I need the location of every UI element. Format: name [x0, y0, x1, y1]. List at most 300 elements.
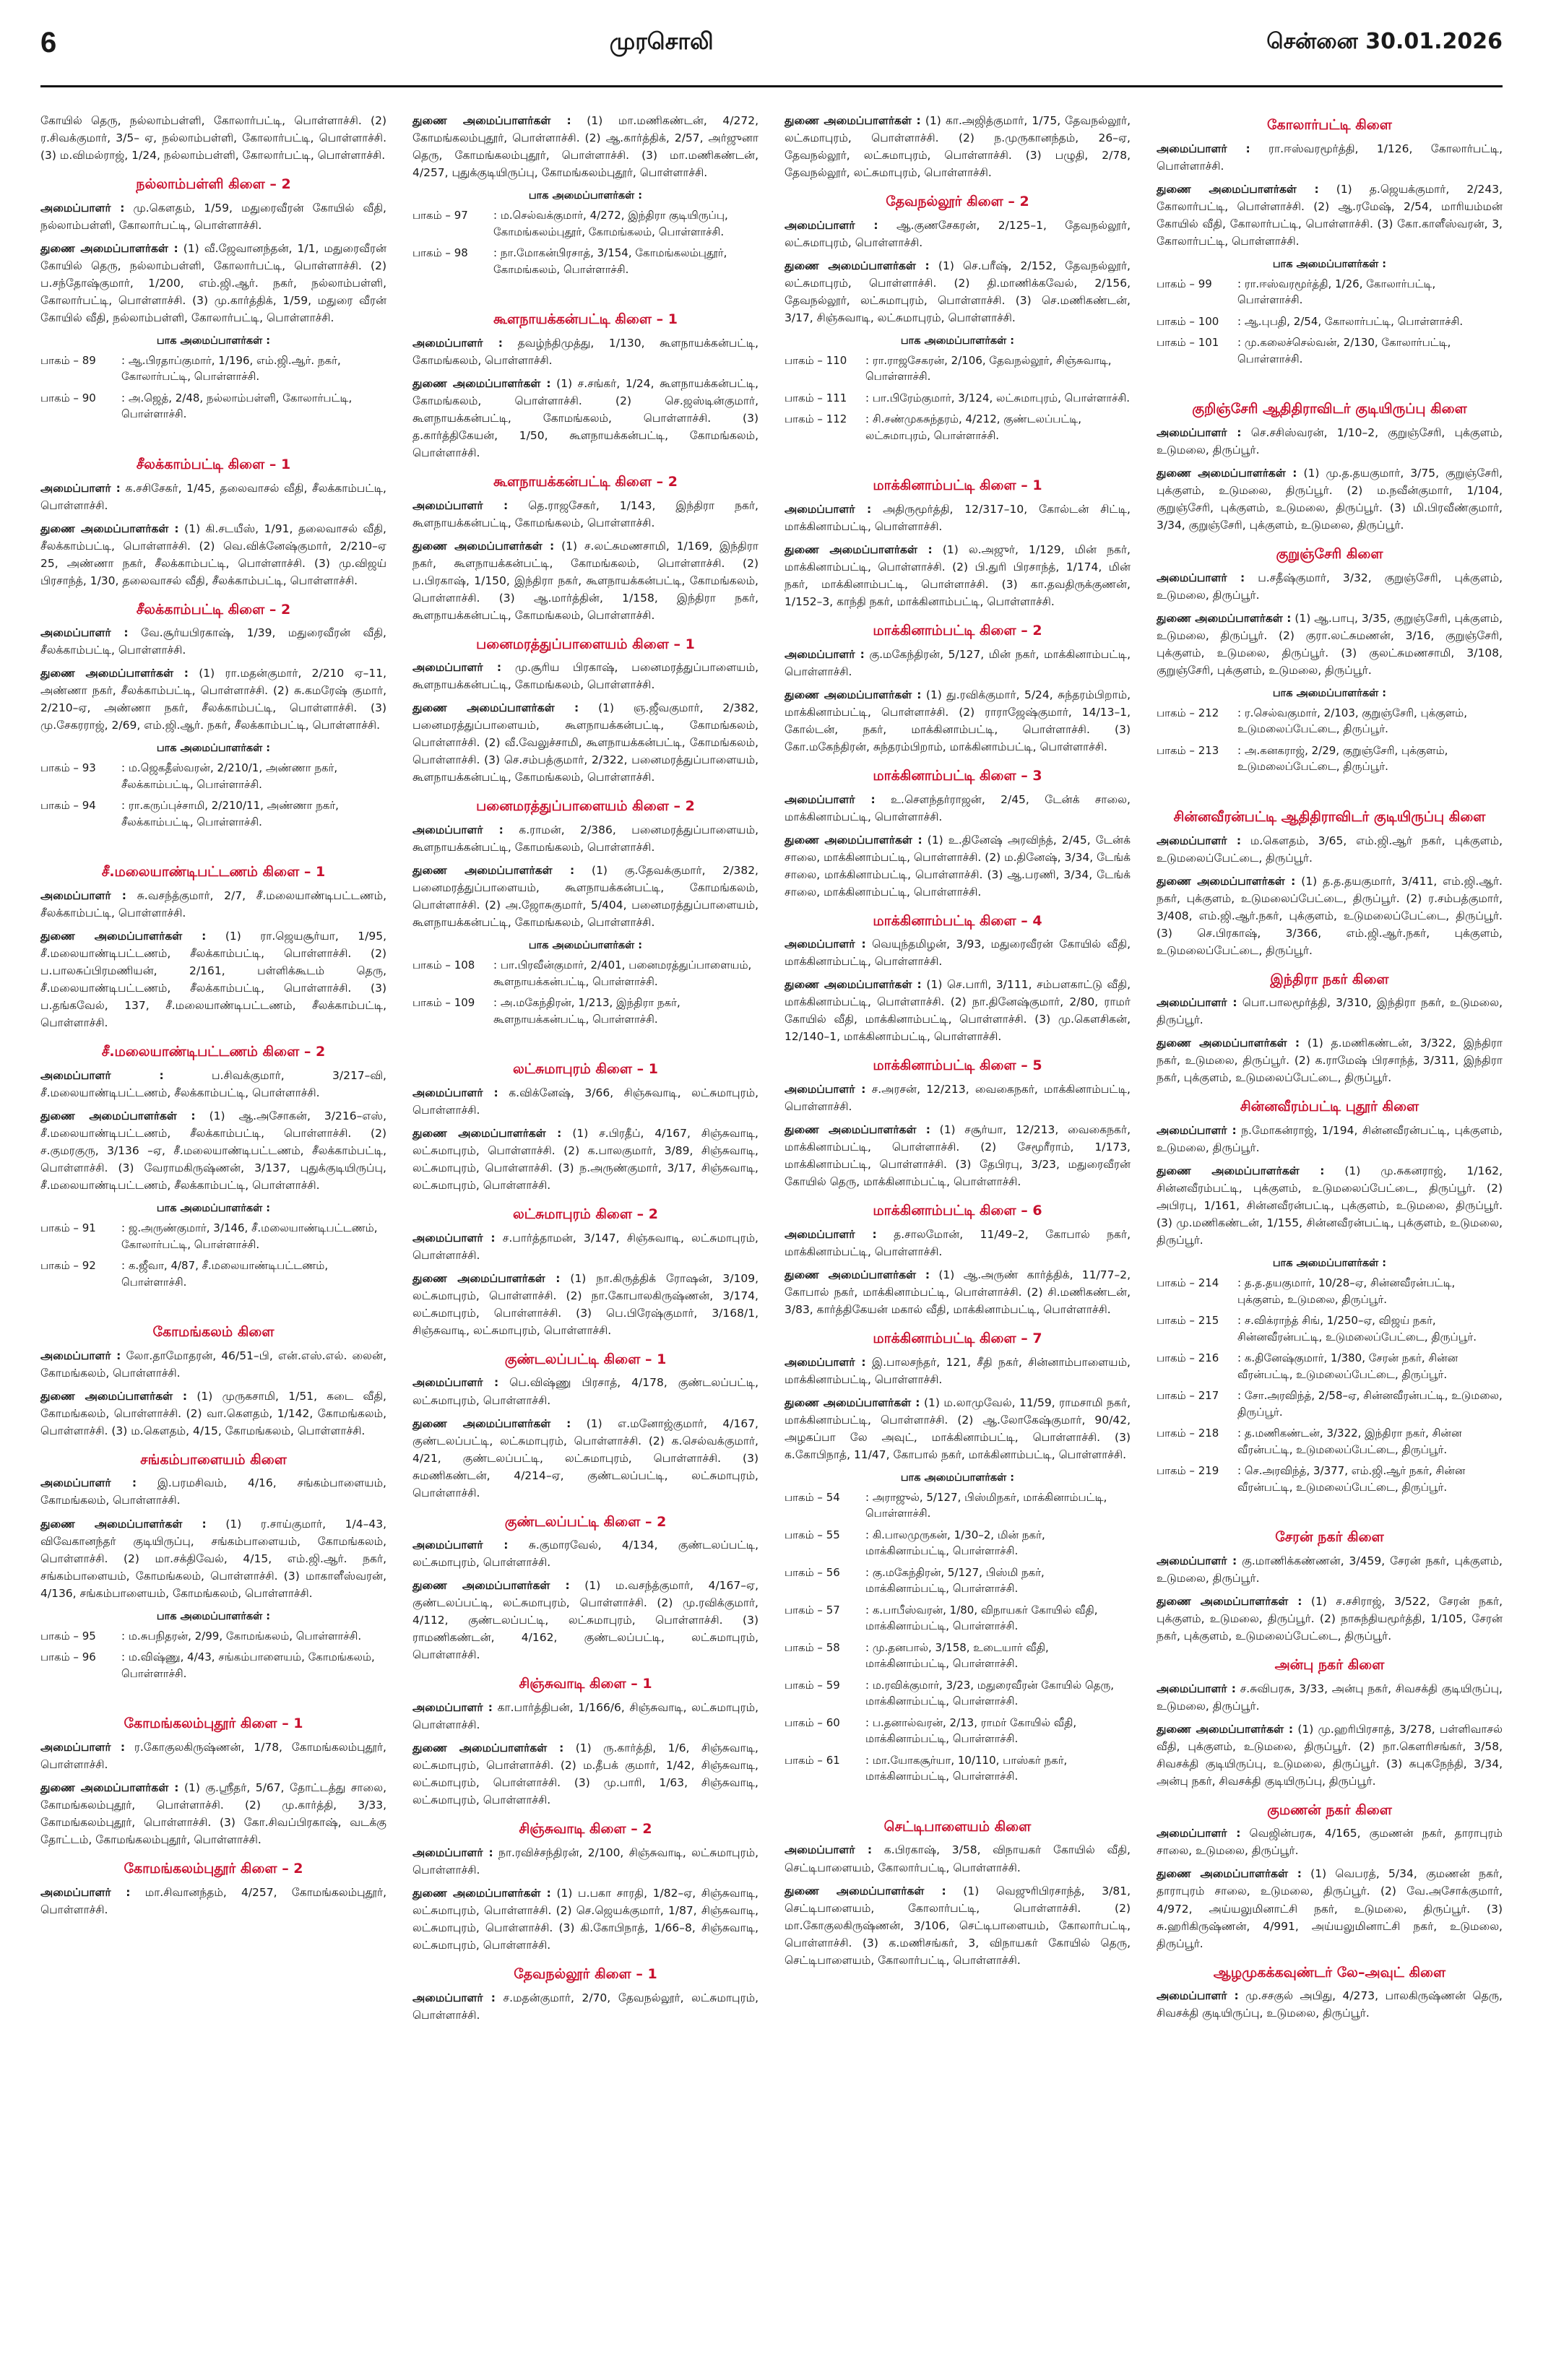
role-label: அமைப்பாளர் :	[1157, 1682, 1236, 1695]
booth-subheading: பாக அமைப்பாளர்கள் :	[1272, 1258, 1387, 1270]
entry-text: (1) கா.அஜித்குமார், 1/75, தேவநல்லூர், லட்சுமாபுரம், பொள்ளாச்சி. (2) ந.முருகானந்தம், 26–ஏ, தேவநல்லூர், லட்சுமாபுரம், பொள்ளாச்சி. (3) பழுதி, 2/78, தேவநல்லூர், லட்சுமாபுரம், பொள்ளாச்சி.	[785, 114, 1131, 180]
role-label: அமைப்பாளர் :	[1157, 571, 1245, 584]
organiser-entry	[785, 1841, 1131, 1876]
role-label: துணை அமைப்பாளர்கள் :	[412, 864, 575, 878]
role-label: துணை அமைப்பாளர்கள் :	[785, 833, 922, 847]
entry-text: க.பிரகாஷ், 3/58, விநாயகர் கோயில் வீதி, செட்டிபாளையம், கோலார்பட்டி, பொள்ளாச்சி.	[785, 1843, 1131, 1874]
organiser-entry	[1157, 569, 1503, 604]
entry-text: (1) உ.தினேஷ் அரவிந்த், 2/45, டேன்க் சாலை, மாக்கினாம்பட்டி, பொள்ளாச்சி. (2) ம.தினேஷ், 3/34, டேங்க் சாலை, மாக்கினாம்பட்டி, பொள்ளாச்சி. (3) ஆ.பரணி, 3/34, டேங்க் சாலை, மாக்கினாம்பட்டி, பொள்ளாச்சி.	[785, 833, 1131, 899]
role-label: அமைப்பாளர் :	[412, 1701, 493, 1715]
booth-organiser: : ஆ.புபதி, 2/54, கோலார்பட்டி, பொள்ளாச்சி.	[1237, 314, 1464, 328]
entry-text: (1) வெஜுரிபிரசாந்த், 3/81, செட்டிபாளையம், கோலார்பட்டி, பொள்ளாச்சி. (2) மா.கோகுலகிருஷ்ணன், 3/106, செட்டிபாளையம், கோலார்பட்டி, பொள்ளாச்சி. (3) க.மணிசங்கர், 3, விநாயகர் கோயில் தெரு, செட்டிபாளையம், கோலார்பட்டி, பொள்ளாச்சி.	[785, 1884, 1131, 1967]
booth-number: பாகம் – 56	[785, 1565, 840, 1579]
booth-organiser: : ம.சுபநிதரன், 2/99, கோமங்கலம், பொள்ளாச்சி.	[121, 1629, 362, 1643]
booth-entry	[1157, 334, 1503, 367]
organiser-entry	[785, 1226, 1131, 1260]
role-label: அமைப்பாளர் :	[412, 336, 503, 350]
organiser-entry	[785, 217, 1131, 251]
booth-number: பாகம் – 61	[785, 1753, 840, 1767]
entry-text: (1) ரா.ஜெயசூர்யா, 1/95, சீ.மலையாண்டிபட்டணம், சீலக்காம்பட்டி, பொள்ளாச்சி. (2) ப.பாலசுப்பிரமணியன், 2/161, பள்ளிக்கூடம் தெரு, சீ.மலையாண்டிபட்டணம், சீலக்காம்பட்டி, பொள்ளாச்சி. (3) ப.தங்கவேல், 137, சீ.மலையாண்டிபட்டணம், சீலக்காம்பட்டி, பொள்ளாச்சி.	[40, 930, 386, 1030]
organiser-entry	[412, 375, 758, 462]
organiser-entry	[785, 1394, 1131, 1463]
role-label: துணை அமைப்பாளர்கள் :	[40, 1780, 179, 1794]
booth-subheading: பாக அமைப்பாளர்கள் :	[528, 190, 643, 202]
organiser-entry	[1157, 1122, 1503, 1156]
entry-text: நா.ரவிச்சந்திரன், 2/100, சிஞ்சுவாடி, லட்சுமாபுரம், பொள்ளாச்சி.	[412, 1845, 758, 1877]
entry-text: மா.சிவானந்தம், 4/257, கோமங்கலம்புதூர், பொள்ளாச்சி.	[40, 1885, 386, 1916]
booth-subheading: பாக அமைப்பாளர்கள் :	[1272, 258, 1387, 270]
entry-text: (1) மு.சுகனராஜ், 1/162, சின்னவீரம்பட்டி, புக்குளம், உடுமலைப்பேட்டை, திருப்பூர். (2) அபிரபு, 1/161, சின்னவீரன்பட்டி, புக்குளம், உடுமலை, திருப்பூர். (3) மு.மணிகண்டன், 1/155, சின்னவீரன்பட்டி, புக்குளம், உடுமலை, திருப்பூர்.	[1157, 1164, 1503, 1247]
entry-text: ச.சுவிபரசு, 3/33, அன்பு நகர், சிவசக்தி குடியிருப்பு, உடுமலை, திருப்பூர்.	[1157, 1682, 1503, 1713]
booth-organiser: : பா.பிரவீன்குமார், 2/401, பனைமரத்துப்பாளையம், கூளநாயக்கன்பட்டி, பொள்ளாச்சி.	[493, 959, 752, 988]
role-label: அமைப்பாளர் :	[412, 823, 503, 837]
organiser-entry	[412, 659, 758, 693]
organiser-entry	[412, 334, 758, 369]
entry-text: த.சாலமோன், 11/49–2, கோபால் நகர், மாக்கினாம்பட்டி, பொள்ளாச்சி.	[785, 1227, 1131, 1258]
organiser-entry	[785, 1121, 1131, 1190]
role-label: துணை அமைப்பாளர்கள் :	[785, 688, 922, 701]
branch-heading: மாக்கினாம்பட்டி கிளை – 5	[873, 1057, 1042, 1074]
booth-entry	[785, 1489, 1131, 1522]
organiser-entry	[1157, 181, 1503, 250]
entry-text: (1) ரு.கார்த்தி, 1/6, சிஞ்சுவாடி, லட்சுமாபுரம், பொள்ளாச்சி. (2) ம.தீபக் குமார், 1/42, சிஞ்சுவாடி, லட்சுமாபுரம், பொள்ளாச்சி. (3) மு.பாரி, 1/63, சிஞ்சுவாடி, லட்சுமாபுரம், பொள்ளாச்சி.	[412, 1741, 758, 1807]
booth-organiser: : கி.பாலமுருகன், 1/30–2, மின் நகர், மாக்கினாம்பட்டி, பொள்ளாச்சி.	[865, 1528, 1045, 1558]
booth-organiser: : ரா.கருப்புச்சாமி, 2/210/11, அண்ணா நகர், சீலக்காம்பட்டி, பொள்ளாச்சி.	[121, 799, 339, 828]
role-label: அமைப்பாளர் :	[1157, 996, 1237, 1010]
booth-organiser: : ப.தனால்வரன், 2/13, ராமர் கோயில் வீதி, மாக்கினாம்பட்டி, பொள்ளாச்சி.	[865, 1715, 1077, 1746]
organiser-entry	[1157, 1552, 1503, 1587]
branch-heading: மாக்கினாம்பட்டி கிளை – 7	[873, 1330, 1042, 1347]
role-label: துணை அமைப்பாளர்கள் :	[412, 376, 551, 390]
organiser-entry	[40, 1779, 386, 1848]
branch-heading: அன்பு நகர் கிளை	[1274, 1656, 1385, 1673]
organiser-entry	[785, 501, 1131, 535]
booth-entry	[40, 1220, 386, 1252]
role-label: துணை அமைப்பாளர்கள் :	[40, 1517, 207, 1531]
booth-entry	[785, 1677, 1131, 1710]
entry-text: க.சசிசேகர், 1/45, தலைவாசல் வீதி, சீலக்காம்பட்டி, பொள்ளாச்சி.	[40, 481, 386, 512]
booth-entry	[40, 1649, 386, 1682]
branch-heading: செட்டிபாளையம் கிளை	[883, 1818, 1032, 1835]
branch-heading: சீலக்காம்பட்டி கிளை – 2	[136, 601, 291, 618]
entry-text: உ.சௌந்தர்ராஜன், 2/45, டேன்க் சாலை, மாக்கினாம்பட்டி, பொள்ளாச்சி.	[785, 792, 1131, 823]
role-label: துணை அமைப்பாளர்கள் :	[412, 1416, 571, 1430]
role-label: அமைப்பாளர் :	[785, 1843, 873, 1857]
entry-text: (1) மா.மணிகண்டன், 4/272, கோமங்கலம்புதூர், பொள்ளாச்சி. (2) ஆ.கார்த்திக், 2/57, அர்ஜுனா தெரு, கோமங்கலம்புதூர், பொள்ளாச்சி. (3) மா.மணிகண்டன், 4/257, புதுக்குடியிருப்பு, கோமங்கலம்புதூர், பொள்ளாச்சி.	[412, 114, 758, 180]
organiser-entry	[785, 831, 1131, 901]
booth-number: பாகம் – 58	[785, 1640, 840, 1654]
booth-organiser: : அ.கனகராஜ், 2/29, குறுஞ்சேரி, புக்குளம், உடுமலைப்பேட்டை, திருப்பூர்.	[1237, 743, 1448, 774]
role-label: அமைப்பாளர் :	[785, 647, 865, 661]
organiser-entry	[785, 1354, 1131, 1388]
text-paragraph	[40, 112, 386, 164]
booth-organiser: : ம.ரவிக்குமார், 3/23, மதுரைவீரன் கோயில் தெரு, மாக்கினாம்பட்டி, பொள்ளாச்சி.	[865, 1678, 1115, 1708]
booth-entry	[785, 1602, 1131, 1635]
entry-text: ச.அரசன், 12/213, வைகைநகர், மாக்கினாம்பட்டி, பொள்ளாச்சி.	[785, 1083, 1131, 1114]
branch-heading: பனைமரத்துப்பாளையம் கிளை – 1	[476, 636, 695, 652]
role-label: அமைப்பாளர் :	[785, 1083, 866, 1096]
booth-entry	[785, 411, 1131, 443]
role-label: துணை அமைப்பாளர்கள் :	[40, 930, 207, 943]
role-label: அமைப்பாளர் :	[40, 1349, 121, 1362]
role-label: அமைப்பாளர் :	[1157, 1827, 1241, 1840]
entry-text: (1) கு.தேவக்குமார், 2/382, பனைமரத்துப்பாளையம், கூளநாயக்கன்பட்டி, கோமங்கலம், பொள்ளாச்சி. (2) அ.ஜோசுகுமார், 5/404, பனைமரத்துப்பாளையம், கூளநாயக்கன்பட்டி, கோமங்கலம், பொள்ளாச்சி.	[412, 864, 758, 930]
booth-subheading: பாக அமைப்பாளர்கள் :	[900, 1471, 1015, 1484]
branch-heading: பனைமரத்துப்பாளையம் கிளை – 2	[476, 798, 695, 815]
booth-entry	[412, 245, 758, 277]
organiser-entry	[40, 887, 386, 922]
booth-organiser: : த.மணிகண்டன், 3/322, இந்திரா நகர், சின்ன வீரன்பட்டி, உடுமலைப்பேட்டை, திருப்பூர்.	[1237, 1427, 1462, 1456]
booth-number: பாகம் – 216	[1157, 1351, 1219, 1365]
booth-organiser: : பா.பிரேம்குமார், 3/124, லட்சுமாபுரம், பொள்ளாச்சி.	[865, 391, 1131, 404]
branch-heading: சின்னவீரன்பட்டி ஆதிதிராவிடர் குடியிருப்பு கிளை	[1173, 808, 1486, 825]
booth-number: பாகம் – 219	[1157, 1464, 1219, 1478]
entry-text: அதிருமூர்த்தி, 12/317–10, கோல்டன் சிட்டி, மாக்கினாம்பட்டி, பொள்ளாச்சி.	[785, 503, 1131, 534]
organiser-entry	[785, 1266, 1131, 1318]
booth-subheading: பாக அமைப்பாளர்கள் :	[900, 334, 1015, 347]
booth-entry	[1157, 1425, 1503, 1458]
role-label: அமைப்பாளர் :	[412, 1991, 496, 2004]
branch-heading: குமணன் நகர் கிளை	[1267, 1801, 1392, 1818]
entry-text: செ.சசிஸ்வரன், 1/10–2, குறுஞ்சேரி, புக்குளம், உடுமலை, திருப்பூர்.	[1157, 425, 1503, 456]
entry-text: (1) ஞ.ஜீவகுமார், 2/382, பனைமரத்துப்பாளையம், கூளநாயக்கன்பட்டி, கோமங்கலம், பொள்ளாச்சி. (2) வீ.வேலுச்சாமி, கூளநாயக்கன்பட்டி, கோமங்கலம், பொள்ளாச்சி. (3) செ.சம்பத்குமார், 2/322, பனைமரத்துப்பாளையம், கூளநாயக்கன்பட்டி, கோமங்கலம், பொள்ளாச்சி.	[412, 701, 758, 784]
entry-text: (1) எ.மனோஜ்குமார், 4/167, குண்டலப்பட்டி, லட்சுமாபுரம், பொள்ளாச்சி. (2) க.செல்வக்குமார், 4/21, குண்டலப்பட்டி, லட்சுமாபுரம், பொள்ளாச்சி. (3) சுமணிகண்டன், 4/214–ஏ, குண்டலப்பட்டி, லட்சுமாபுரம், பொள்ளாச்சி.	[412, 1416, 758, 1500]
booth-organiser: : ஜ.அருண்குமார், 3/146, சீ.மலையாண்டிபட்டணம், கோலார்பட்டி, பொள்ளாச்சி.	[121, 1221, 378, 1251]
organiser-entry	[412, 699, 758, 786]
organiser-entry	[40, 199, 386, 234]
organiser-entry	[785, 112, 1131, 181]
branch-heading: சேரன் நகர் கிளை	[1275, 1529, 1384, 1546]
entry-text: கோயில் தெரு, நல்லாம்பள்ளி, கோலார்பட்டி, பொள்ளாச்சி. (2) ர.சிவக்குமார், 3/5– ஏ, நல்லாம்பள்ளி, கோலார்பட்டி, பொள்ளாச்சி. (3) ம.விமல்ராஜ், 1/24, நல்லாம்பள்ளி, கோலார்பட்டி, பொள்ளாச்சி.	[40, 114, 386, 163]
entry-text: (1) ஆ.அருண் கார்த்திக், 11/77–2, கோபால் நகர், மாக்கினாம்பட்டி, பொள்ளாச்சி. (2) சி.மணிகண்டன், 3/83, கார்த்திகேயன் மகால் வீதி, மாக்கினாம்பட்டி, பொள்ளாச்சி.	[785, 1268, 1131, 1316]
entry-text: வெயுந்தமிழன், 3/93, மதுரைவீரன் கோயில் வீதி, மாக்கினாம்பட்டி, பொள்ளாச்சி.	[785, 938, 1131, 969]
entry-text: ச.மதன்குமார், 2/70, தேவநல்லூர், லட்சுமாபுரம், பொள்ளாச்சி.	[412, 1991, 758, 2022]
entry-text: ர.கோகுலகிருஷ்ணன், 1/78, கோமங்கலம்புதூர், பொள்ளாச்சி.	[40, 1740, 386, 1771]
article-columns	[40, 87, 1503, 2030]
booth-number: பாகம் – 54	[785, 1490, 840, 1504]
booth-number: பாகம் – 110	[785, 353, 847, 367]
role-label: அமைப்பாளர் :	[1157, 1554, 1237, 1567]
booth-entry	[785, 1715, 1131, 1747]
entry-text: (1) த.மணிகண்டன், 3/322, இந்திரா நகர், உடுமலை, திருப்பூர். (2) க.ராமேஷ் பிரசாந்த், 3/311, இந்திரா நகர், புக்குளம், உடுமலைப்பேட்டை, திருப்பூர்.	[1157, 1037, 1503, 1085]
role-label: துணை அமைப்பாளர்கள் :	[1157, 1722, 1294, 1736]
column-3	[785, 112, 1131, 2030]
role-label: துணை அமைப்பாளர்கள் :	[785, 978, 922, 992]
entry-text: மு.கௌதம், 1/59, மதுரைவீரன் கோயில் வீதி, நல்லாம்பள்ளி, கோலார்பட்டி, பொள்ளாச்சி.	[40, 201, 386, 232]
organiser-entry	[412, 1739, 758, 1809]
booth-organiser: : ம.ஜெகதீஸ்வரன், 2/210/1, அண்ணா நகர், சீலக்காம்பட்டி, பொள்ளாச்சி.	[121, 761, 338, 791]
booth-organiser: : ரா.ராஜசேகரன், 2/106, தேவநல்லூர், சிஞ்சுவாடி, பொள்ளாச்சி.	[865, 353, 1112, 384]
booth-number: பாகம் – 108	[412, 959, 475, 972]
role-label: அமைப்பாளர் :	[412, 1539, 509, 1552]
booth-number: பாகம் – 97	[412, 209, 468, 222]
entry-text: க.விக்னேஷ், 3/66, சிஞ்சுவாடி, லட்சுமாபுரம், பொள்ளாச்சி.	[412, 1086, 758, 1117]
booth-entry	[1157, 1312, 1503, 1345]
branch-heading: சீலக்காம்பட்டி கிளை – 1	[136, 456, 291, 472]
role-label: துணை அமைப்பாளர்கள் :	[1157, 1594, 1302, 1608]
column-2	[412, 112, 758, 2030]
role-label: துணை அமைப்பாளர்கள் :	[40, 1389, 188, 1403]
role-label: துணை அமைப்பாளர்கள் :	[40, 522, 179, 535]
organiser-entry	[412, 1844, 758, 1879]
entry-text: இ.பரமசிவம், 4/16, சங்கம்பாளையம், கோமங்கலம், பொள்ளாச்சி.	[40, 1476, 386, 1507]
organiser-entry	[412, 1415, 758, 1502]
booth-entry	[412, 995, 758, 1027]
booth-number: பாகம் – 96	[40, 1650, 96, 1664]
booth-entry	[1157, 743, 1503, 775]
organiser-entry	[1157, 1593, 1503, 1645]
entry-text: (1) ச.சங்கர், 1/24, கூளநாயக்கன்பட்டி, கோமங்கலம், பொள்ளாச்சி. (2) செ.ஜஸ்டின்குமார், கூளநாயக்கன்பட்டி, கோமங்கலம், பொள்ளாச்சி. (3) த.கார்த்திகேயன், 1/50, கூளநாயக்கன்பட்டி, கோமங்கலம், பொள்ளாச்சி.	[412, 376, 758, 459]
organiser-entry	[1157, 140, 1503, 175]
role-label: அமைப்பாளர் :	[412, 1376, 499, 1390]
branch-heading: குண்டலப்பட்டி கிளை – 2	[504, 1513, 667, 1530]
entry-text: (1) சசூர்யா, 12/213, வைகைநகர், மாக்கினாம்பட்டி, பொள்ளாச்சி. (2) சேமூரீராம், 1/173, மாக்கினாம்பட்டி, பொள்ளாச்சி. (3) தேபிரபு, 3/23, மதுரைவீரன் கோயில் தெரு, மாக்கினாம்பட்டி, பொள்ளாச்சி.	[785, 1123, 1131, 1189]
booth-organiser: : ர.செல்வகுமார், 2/103, குறுஞ்சேரி, புக்குளம், உடுமலைப்பேட்டை, திருப்பூர்.	[1237, 706, 1467, 736]
branch-heading: கோலார்பட்டி கிளை	[1267, 117, 1392, 133]
role-label: துணை அமைப்பாளர்கள் :	[412, 701, 579, 715]
role-label: அமைப்பாளர் :	[40, 1885, 131, 1899]
role-label: துணை அமைப்பாளர்கள் :	[1157, 467, 1297, 480]
booth-organiser: : கு.மகேந்திரன், 5/127, பிஸ்மி நகர், மாக்கினாம்பட்டி, பொள்ளாச்சி.	[865, 1565, 1045, 1596]
booth-number: பாகம் – 59	[785, 1678, 840, 1692]
branch-heading: சிஞ்சுவாடி கிளை – 1	[519, 1676, 652, 1692]
organiser-entry	[1157, 873, 1503, 959]
booth-subheading: பாக அமைப்பாளர்கள் :	[1272, 687, 1387, 699]
booth-number: பாகம் – 55	[785, 1528, 840, 1541]
organiser-entry	[412, 1125, 758, 1194]
booth-entry	[412, 207, 758, 240]
booth-entry	[40, 352, 386, 385]
role-label: துணை அமைப்பாளர்கள் :	[412, 539, 555, 553]
branch-heading: கோமங்கலம்புதூர் கிளை – 2	[124, 1860, 303, 1877]
role-label: அமைப்பாளர் :	[412, 1086, 498, 1099]
role-label: துணை அமைப்பாளர்கள் :	[40, 667, 189, 680]
entry-text: ஆ.குணசேகரன், 2/125–1, தேவநல்லூர், லட்சுமாபுரம், பொள்ளாச்சி.	[785, 218, 1131, 249]
branch-heading: மாக்கினாம்பட்டி கிளை – 4	[873, 912, 1042, 929]
entry-text: தவழ்ந்திமுத்து, 1/130, கூளநாயக்கன்பட்டி, கோமங்கலம், பொள்ளாச்சி.	[412, 336, 758, 367]
booth-organiser: : சி.சண்முகசுந்தரம், 4/212, குண்டலப்பட்டி, லட்சுமாபுரம், பொள்ளாச்சி.	[865, 412, 1081, 442]
role-label: அமைப்பாளர் :	[1157, 1989, 1239, 2003]
booth-number: பாகம் – 101	[1157, 336, 1219, 350]
entry-text: (1) மு.ஹரிபிரசாத், 3/278, பள்ளிவாசல் வீதி, புக்குளம், உடுமலை, திருப்பூர். (2) நா.கௌரிசங்கர், 3/58, சிவசக்தி குடியிருப்பு, உடுமலை, திருப்பூர். (3) சுபுகநேந்தி, 3/34, அன்பு நகர், சிவசக்தி குடியிருப்பு, திருப்பூர்.	[1157, 1722, 1503, 1788]
page-number: 6	[40, 26, 57, 59]
entry-text: லோ.தாமோதரன், 46/51–பி, என்.எஸ்.எல். லைன், கோமங்கலம், பொள்ளாச்சி.	[40, 1349, 386, 1380]
entry-text: (1) வெபரத், 5/34, குமணன் நகர், தாராபுரம் சாலை, உடுமலை, திருப்பூர். (2) வே.அசோக்குமார், 4/972, அய்யலுமினாட்சி நகர், உடுமலை, திருப்பூர். (3) சு.ஹரிகிருஷ்ணன், 4/991, அய்யலுமினாட்சி நகர், உடுமலை, திருப்பூர்.	[1157, 1867, 1503, 1950]
role-label: அமைப்பாளர் :	[785, 218, 878, 232]
booth-entry	[1157, 705, 1503, 737]
booth-entry	[785, 1565, 1131, 1597]
role-label: அமைப்பாளர் :	[40, 1476, 137, 1490]
organiser-entry	[412, 537, 758, 624]
organiser-entry	[1157, 1825, 1503, 1859]
organiser-entry	[412, 1270, 758, 1339]
branch-heading: மாக்கினாம்பட்டி கிளை – 2	[873, 623, 1042, 639]
branch-heading: மாக்கினாம்பட்டி கிளை – 1	[873, 477, 1042, 494]
entry-text: (1) முருகசாமி, 1/51, கடை வீதி, கோமங்கலம், பொள்ளாச்சி. (2) வா.கௌதம், 1/142, கோமங்கலம், பொள்ளாச்சி. (3) ம.கௌதம், 4/15, கோமங்கலம், பொள்ளாச்சி.	[40, 1389, 386, 1437]
booth-number: பாகம் – 95	[40, 1629, 96, 1643]
organiser-entry	[412, 1884, 758, 1954]
entry-text: கு.மாணிக்கண்ணன், 3/459, சேரன் நகர், புக்குளம், உடுமலை, திருப்பூர்.	[1157, 1554, 1503, 1585]
role-label: துணை அமைப்பாளர்கள் :	[785, 1268, 930, 1281]
booth-organiser: : க.ஜீவா, 4/87, சீ.மலையாண்டிபட்டணம், பொள்ளாச்சி.	[121, 1259, 329, 1289]
branch-heading: சிஞ்சுவாடி கிளை – 2	[519, 1821, 652, 1838]
entry-text: (1) த.ஜெயக்குமார், 2/243, கோலார்பட்டி, பொள்ளாச்சி. (2) ஆ.ரமேஷ், 2/54, மாரியம்மன் கோயில் வீதி, கோலார்பட்டி, பொள்ளாச்சி. (3) கோ.காளீஸ்வரன், 3, கோலார்பட்டி, பொள்ளாச்சி.	[1157, 182, 1503, 248]
organiser-entry	[1157, 994, 1503, 1029]
booth-entry	[40, 390, 386, 423]
booth-entry	[1157, 1463, 1503, 1495]
role-label: அமைப்பாளர் :	[785, 938, 866, 951]
organiser-entry	[40, 1474, 386, 1509]
role-label: துணை அமைப்பாளர்கள் :	[412, 1126, 562, 1140]
booth-number: பாகம் – 99	[1157, 277, 1212, 290]
branch-heading: சீ.மலையாண்டிபட்டணம் கிளை – 1	[101, 864, 326, 880]
booth-subheading: பாக அமைப்பாளர்கள் :	[156, 743, 271, 755]
role-label: துணை அமைப்பாளர்கள் :	[412, 1579, 570, 1593]
organiser-entry	[40, 624, 386, 659]
organiser-entry	[412, 112, 758, 181]
organiser-entry	[40, 1067, 386, 1102]
entry-text: (1) ர.சாய்குமார், 1/4–43, விவேகானந்தர் குடியிருப்பு, சங்கம்பாளையம், கோமங்கலம், பொள்ளாச்சி. (2) மா.சக்திவேல், 4/15, எம்.ஜி.ஆர். நகர், சங்கம்பாளையம், கோமங்கலம், பொள்ளாச்சி. (3) மாகாளீஸ்வரன், 4/136, சங்கம்பாளையம், கோமங்கலம், பொள்ளாச்சி.	[40, 1517, 387, 1600]
role-label: துணை அமைப்பாளர்கள் :	[785, 1123, 930, 1137]
booth-organiser: : ம.செல்வக்குமார், 4/272, இந்திரா குடியிருப்பு, கோமங்கலம்புதூர், கோமங்கலம், பொள்ளாச்சி.	[493, 209, 728, 238]
booth-entry	[412, 957, 758, 990]
role-label: துணை அமைப்பாளர்கள் :	[785, 259, 930, 272]
booth-organiser: : நா.மோகன்பிரசாத், 3/154, கோமங்கலம்புதூர், கோமங்கலம், பொள்ளாச்சி.	[493, 246, 727, 276]
branch-heading: கோமங்கலம்புதூர் கிளை – 1	[124, 1715, 303, 1732]
entry-text: க.ராமன், 2/386, பனைமரத்துப்பாளையம், கூளநாயக்கன்பட்டி, கோமங்கலம், பொள்ளாச்சி.	[412, 823, 758, 854]
role-label: அமைப்பாளர் :	[412, 661, 502, 675]
booth-number: பாகம் – 112	[785, 412, 847, 426]
entry-text: (1) செ.பரீஷ், 2/152, தேவநல்லூர், லட்சுமாபுரம், பொள்ளாச்சி. (2) தி.மாணிக்கவேல், 2/156, தேவநல்லூர், லட்சுமாபுரம், பொள்ளாச்சி. (3) செ.மணிகண்டன், 3/17, சிஞ்சுவாடி, லட்சுமாபுரம், பொள்ளாச்சி.	[785, 259, 1131, 324]
organiser-entry	[785, 1882, 1131, 1969]
organiser-entry	[1157, 1680, 1503, 1715]
organiser-entry	[785, 1081, 1131, 1115]
entry-text: பொ.பாலமூர்த்தி, 3/310, இந்திரா நகர், உடுமலை, திருப்பூர்.	[1157, 996, 1503, 1027]
entry-text: சு.வசந்த்குமார், 2/7, சீ.மலையாண்டிபட்டணம், சீலக்காம்பட்டி, பொள்ளாச்சி.	[40, 889, 387, 920]
entry-text: ப.சதீஷ்குமார், 3/32, குறுஞ்சேரி, புக்குளம், உடுமலை, திருப்பூர்.	[1157, 571, 1503, 602]
booth-entry	[785, 1640, 1131, 1672]
booth-number: பாகம் – 90	[40, 391, 96, 404]
booth-organiser: : செ.அரவிந்த், 3/377, எம்.ஜி.ஆர் நகர், சின்ன வீரன்பட்டி, உடுமலைப்பேட்டை, திருப்பூர்.	[1237, 1464, 1466, 1494]
booth-entry	[1157, 1388, 1503, 1420]
branch-heading: குண்டலப்பட்டி கிளை – 1	[504, 1351, 667, 1367]
role-label: அமைப்பாளர் :	[40, 1740, 126, 1754]
booth-entry	[785, 1527, 1131, 1559]
entry-text: இ.பாலசந்தர், 121, சீதி நகர், சின்னாம்பாளையம், மாக்கினாம்பட்டி, பொள்ளாச்சி.	[785, 1355, 1131, 1386]
booth-organiser: : ச.விக்ராந்த் சிங், 1/250–ஏ, விஜய் நகர், சின்னவீரன்பட்டி, உடுமலைப்பேட்டை, திருப்பூர்.	[1237, 1314, 1477, 1343]
organiser-entry	[1157, 1865, 1503, 1952]
organiser-entry	[1157, 832, 1503, 867]
booth-organiser: : க.பாபீஸ்வரன், 1/80, விநாயகர் கோயில் வீதி, மாக்கினாம்பட்டி, பொள்ளாச்சி.	[865, 1603, 1098, 1633]
organiser-entry	[1157, 464, 1503, 534]
entry-text: (1) ஆ.பாபு, 3/35, குறுஞ்சேரி, புக்குளம், உடுமலை, திருப்பூர். (2) குரா.லட்சுமணன், 3/16, குறுஞ்சேரி, புக்குளம், உடுமலை, திருப்பூர். (3) குலட்சுமணசாமி, 3/108, குறுஞ்சேரி, புக்குளம், உடுமலை, திருப்பூர்.	[1157, 611, 1503, 677]
role-label: துணை அமைப்பாளர்கள் :	[1157, 1867, 1302, 1881]
booth-entry	[40, 1628, 386, 1645]
role-label: அமைப்பாளர் :	[40, 889, 126, 903]
booth-number: பாகம் – 109	[412, 996, 475, 1010]
role-label: துணை அமைப்பாளர்கள் :	[785, 114, 921, 127]
organiser-entry	[785, 686, 1131, 756]
role-label: அமைப்பாளர் :	[40, 201, 125, 215]
role-label: அமைப்பாளர் :	[40, 481, 121, 495]
booth-entry	[40, 797, 386, 830]
organiser-entry	[40, 1107, 386, 1194]
booth-entry	[40, 760, 386, 792]
branch-heading: சின்னவீரம்பட்டி புதூர் கிளை	[1240, 1099, 1419, 1115]
entry-text: (1) ச.சசிராஜ், 3/522, சேரன் நகர், புக்குளம், உடுமலை, திருப்பூர். (2) நாசுந்தியமூர்த்தி, 1/105, சேரன் நகர், புக்குளம், உடுமலைப்பேட்டை, திருப்பூர்.	[1157, 1594, 1503, 1643]
role-label: துணை அமைப்பாளர்கள் :	[1157, 611, 1292, 625]
role-label: அமைப்பாளர் :	[1157, 834, 1242, 847]
branch-heading: சீ.மலையாண்டிபட்டணம் கிளை – 2	[101, 1044, 326, 1060]
role-label: துணை அமைப்பாளர்கள் :	[1157, 182, 1319, 196]
organiser-entry	[40, 1515, 386, 1602]
masthead	[40, 0, 1503, 85]
branch-heading: இந்திரா நகர் கிளை	[1270, 971, 1389, 987]
branch-heading: கூளநாயக்கன்பட்டி கிளை – 2	[493, 473, 678, 490]
organiser-entry	[1157, 1721, 1503, 1790]
branch-heading: மாக்கினாம்பட்டி கிளை – 3	[873, 767, 1042, 784]
entry-text: (1) கி.சடயீஸ், 1/91, தலைவாசல் வீதி, சீலக்காம்பட்டி, பொள்ளாச்சி. (2) வெ.விக்னேஷ்குமார், 2/210–ஏ 25, அண்ணா நகர், சீலக்காம்பட்டி, பொள்ளாச்சி. (3) மு.விஜய் பிரசாந்த், 1/30, தலைவாசல் வீதி, சீலக்காம்பட்டி, பொள்ளாச்சி.	[40, 522, 386, 587]
booth-organiser: : அ.ஜெத், 2/48, நல்லாம்பள்ளி, கோலார்பட்டி, பொள்ளாச்சி.	[121, 391, 353, 421]
booth-number: பாகம் – 57	[785, 1603, 840, 1617]
entry-text: மு.சூரிய பிரகாஷ், பனைமரத்துப்பாளையம், கூளநாயக்கன்பட்டி, கோமங்கலம், பொள்ளாச்சி.	[412, 661, 758, 692]
organiser-entry	[40, 1739, 386, 1773]
entry-text: (1) ம.லாமுவேல், 11/59, ராமசாமி நகர், மாக்கினாம்பட்டி, பொள்ளாச்சி. (2) ஆ.லோகேஷ்குமார், 90/42, அழகப்பா லே அவுட், மாக்கினாம்பட்டி, பொள்ளாச்சி. (3) க.கோபிநாத், 11/47, கோபால் நகர், மாக்கினாம்பட்டி, பொள்ளாச்சி.	[785, 1395, 1131, 1461]
booth-entry	[785, 352, 1131, 385]
role-label: அமைப்பாளர் :	[1157, 425, 1242, 439]
organiser-entry	[40, 240, 386, 326]
entry-text: ரா.ஈஸ்வரமூர்த்தி, 1/126, கோலார்பட்டி, பொள்ளாச்சி.	[1157, 142, 1503, 173]
organiser-entry	[1157, 1034, 1503, 1086]
role-label: துணை அமைப்பாளர்கள் :	[1157, 1037, 1300, 1050]
booth-entry	[1157, 276, 1503, 308]
entry-text: ப.சிவக்குமார், 3/217–வி, சீ.மலையாண்டிபட்டணம், சீலக்காம்பட்டி, பொள்ளாச்சி.	[40, 1068, 386, 1099]
branch-heading: மாக்கினாம்பட்டி கிளை – 6	[873, 1203, 1042, 1219]
booth-number: பாகம் – 212	[1157, 706, 1219, 719]
entry-text: (1) து.ரவிக்குமார், 5/24, சுந்தரம்பிறாம், மாக்கினாம்பட்டி, பொள்ளாச்சி. (2) ராராஜேஷ்குமார், 14/13–1, கோல்டன், நகர், மாக்கினாம்பட்டி, பொள்ளாச்சி. (3) கோ.மகேந்திரன், சுந்தரம்பிறாம், மாக்கினாம்பட்டி, பொள்ளாச்சி.	[785, 688, 1131, 753]
booth-organiser: : த.த.தயகுமார், 10/28–ஏ, சின்னவீரன்பட்டி, புக்குளம், உடுமலை, திருப்பூர்.	[1237, 1276, 1456, 1306]
newspaper-name: முரசொலி	[609, 27, 714, 55]
branch-heading: தேவநல்லூர் கிளை – 1	[514, 1965, 657, 1982]
booth-organiser: : க.தினேஷ்குமார், 1/380, சேரன் நகர், சின்ன வீரன்பட்டி, உடுமலைப்பேட்டை, திருப்பூர்.	[1237, 1351, 1458, 1381]
organiser-entry	[40, 480, 386, 514]
booth-organiser: : அ.மகேந்திரன், 1/213, இந்திரா நகர், கூளநாயக்கன்பட்டி, பொள்ளாச்சி.	[493, 996, 680, 1026]
booth-number: பாகம் – 93	[40, 761, 96, 775]
booth-entry	[1157, 313, 1503, 330]
role-label: அமைப்பாளர் :	[412, 1845, 493, 1859]
booth-number: பாகம் – 214	[1157, 1276, 1219, 1290]
organiser-entry	[412, 1699, 758, 1734]
organiser-entry	[40, 1388, 386, 1440]
organiser-entry	[40, 520, 386, 589]
organiser-entry	[1157, 1987, 1503, 2022]
organiser-entry	[1157, 1162, 1503, 1249]
organiser-entry	[1157, 610, 1503, 679]
organiser-entry	[40, 927, 386, 1031]
entry-text: (1) ப.பகா சாரதி, 1/82–ஏ, சிஞ்சுவாடி, லட்சுமாபுரம், பொள்ளாச்சி. (2) செ.ஜெயக்குமார், 1/87, சிஞ்சுவாடி, லட்சுமாபுரம், பொள்ளாச்சி. (3) கி.கோபிநாத், 1/66–8, சிஞ்சுவாடி, லட்சுமாபுரம், பொள்ளாச்சி.	[412, 1886, 758, 1952]
entry-text: பெ.விஷ்ணு பிரசாத், 4/178, குண்டலப்பட்டி, லட்சுமாபுரம், பொள்ளாச்சி.	[412, 1376, 758, 1407]
organiser-entry	[412, 1229, 758, 1264]
entry-text: (1) ம.வசந்த்குமார், 4/167–ஏ, குண்டலப்பட்டி, லட்சுமாபுரம், பொள்ளாச்சி. (2) மு.ரவிக்குமார், 4/112, குண்டலப்பட்டி, லட்சுமாபுரம், பொள்ளாச்சி. (3) ராமணிகண்டன், 4/162, குண்டலப்பட்டி, லட்சுமாபுரம், பொள்ளாச்சி.	[412, 1579, 758, 1662]
booth-number: பாகம் – 111	[785, 391, 847, 404]
booth-subheading: பாக அமைப்பாளர்கள் :	[156, 1203, 271, 1215]
organiser-entry	[412, 862, 758, 931]
role-label: அமைப்பாளர் :	[412, 498, 509, 512]
role-label: துணை அமைப்பாளர்கள் :	[785, 543, 933, 557]
booth-entry	[40, 1258, 386, 1290]
branch-heading: கூளநாயக்கன்பட்டி கிளை – 1	[493, 311, 678, 328]
organiser-entry	[785, 935, 1131, 970]
